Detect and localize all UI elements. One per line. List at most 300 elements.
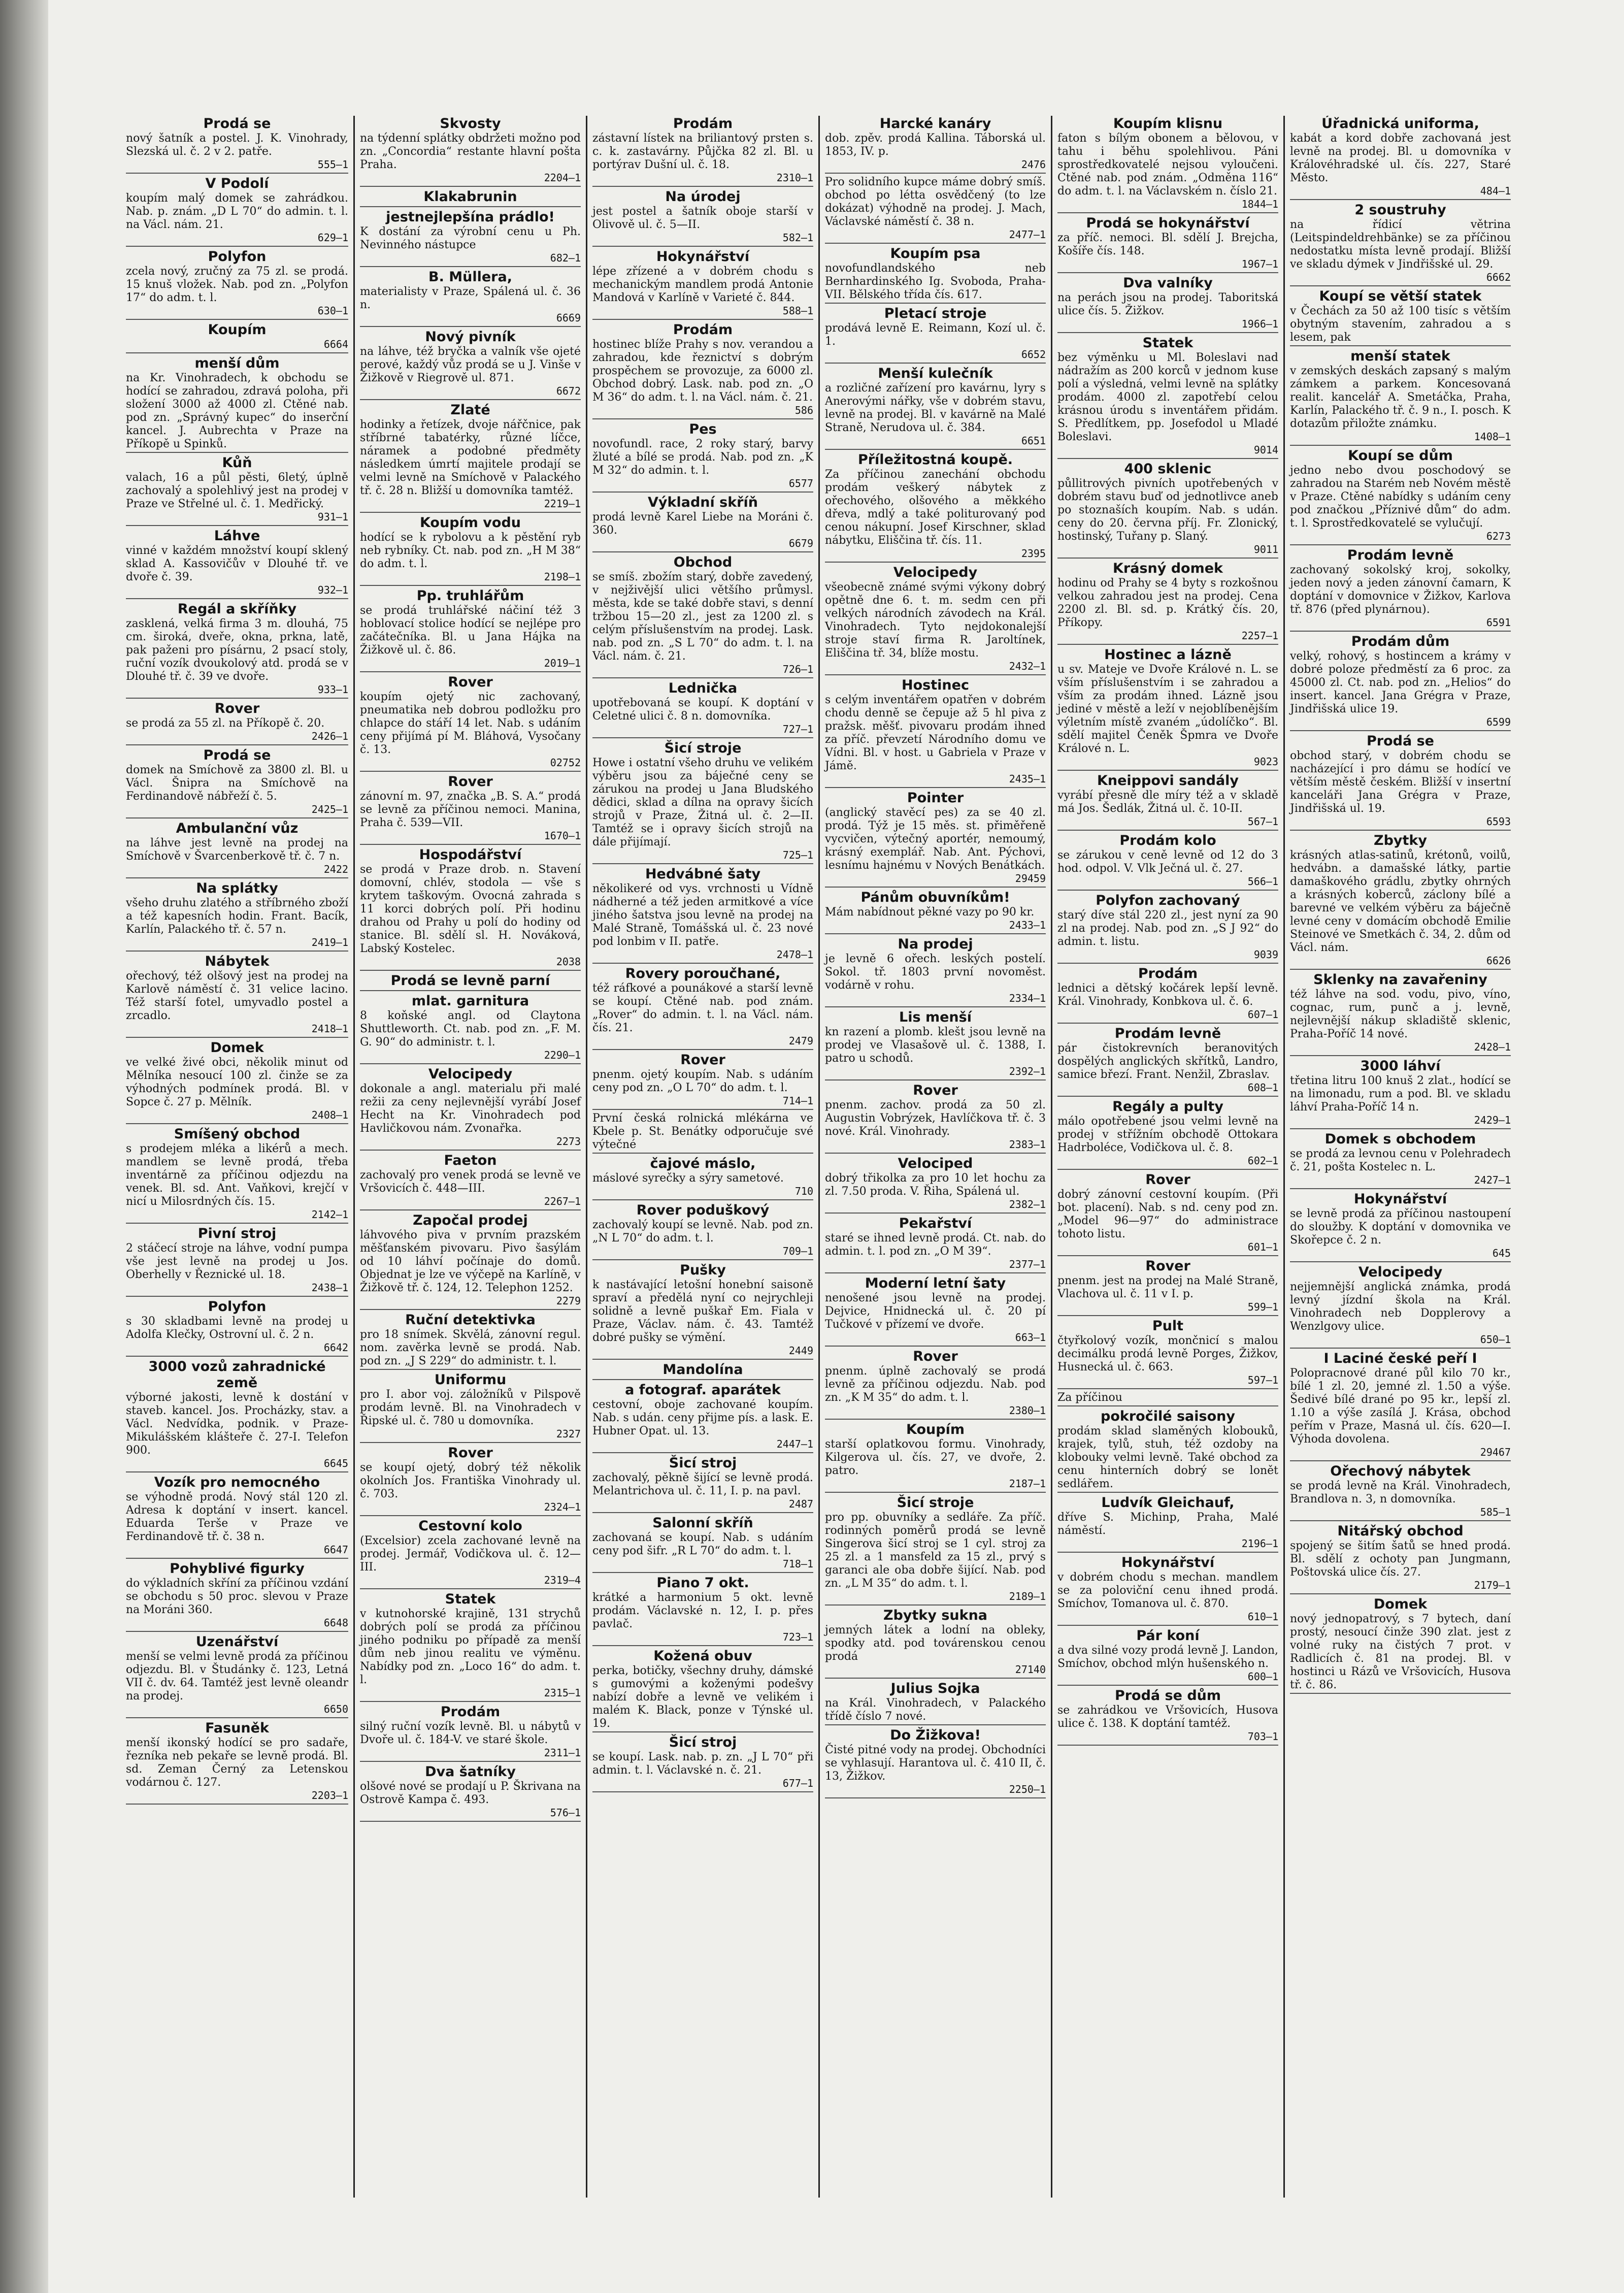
ad-text: k nastávající letošní honební saisoně spraví a předělá nyní co nejrychleji solidně a levně puškař Em. Fiala v Praze, Václav. nám. č. 43. Tamtéž dobré pušky se výmění.	[592, 1279, 813, 1344]
ad-headline: Polyfon zachovaný	[1096, 893, 1240, 908]
ad-headline: Rover poduškový	[636, 1202, 770, 1218]
ad-headline: Prodá se	[203, 747, 271, 763]
ad-headline: Obchod	[673, 554, 733, 570]
ad-reference-number: 2311—1	[544, 1747, 581, 1759]
ad-headline: Prodám	[673, 116, 733, 132]
ad-headline: Ruční detektivka	[405, 1312, 536, 1328]
ad-separator	[825, 243, 1046, 244]
ad-reference-number: 650—1	[1480, 1333, 1511, 1346]
classified-ad	[126, 1126, 348, 1224]
ad-text: pro I. abor voj. záložníků v Pilspově prodám levně. Bl. na Vinohradech v Řipské ul. č. 780 u domovníka.	[360, 1388, 581, 1427]
classified-ad	[360, 774, 581, 845]
ad-text: se prodá v Praze drob. n. Stavení domovní, chlév, stodola — vše s krytem taškovým. Ovocná zahrada s 11 korci dobrých polí. Při hodinu drahou od Prahy u polí do hodiny od stanice. Bl. sdělí sl. H. Nováková, Labský Kostelec.	[360, 863, 581, 955]
ad-text: hodinky a řetízek, dvoje nářčnice, pak stříbrné tabatérky, různé líčce, náramek a podobné předměty následkem úmrtí majitele prodají se velmi levně na Smíchově v Palackého tř. č. 28 n. Bližší u domovníka tamtéž.	[360, 418, 581, 497]
ad-separator	[126, 1123, 348, 1124]
ad-text: se prodá levně na Král. Vinohradech, Brandlova n. 3, n domovníka.	[1290, 1480, 1511, 1505]
ad-separator	[360, 970, 581, 971]
ad-separator	[360, 585, 581, 586]
ad-separator	[825, 787, 1046, 788]
ad-reference-number: 600—1	[1247, 1670, 1278, 1683]
ad-headline: Lis menší	[899, 1009, 972, 1025]
classified-ad	[360, 993, 581, 1064]
ad-separator	[825, 173, 1046, 174]
ad-separator	[126, 1804, 348, 1805]
ad-reference-number: 607—1	[1247, 1008, 1278, 1021]
ad-text: na týdenní splátky obdržeti možno pod zn. „Concordia“ restante hlavní pošta Praha.	[360, 132, 581, 171]
ad-text: novofundl. race, 2 roky starý, barvy žluté a bílé se prodá. Nab. pod zn. „K M 32“ do admin. t. l.	[592, 438, 813, 477]
ad-separator	[360, 1821, 581, 1822]
ad-separator	[126, 698, 348, 699]
classified-ad	[1057, 275, 1278, 333]
ad-reference-number: 2449	[788, 1345, 813, 1357]
ad-separator	[592, 1731, 813, 1732]
classified-ad	[1290, 1463, 1511, 1521]
ad-reference-number: 2382—1	[1009, 1198, 1046, 1210]
ad-separator	[126, 1558, 348, 1559]
classified-ad	[825, 677, 1046, 788]
ad-headline: Prodám levně	[1114, 1026, 1221, 1041]
classified-ad	[1057, 1495, 1278, 1553]
ad-headline: Julius Sojka	[890, 1681, 980, 1696]
ad-headline: Ořechový nábytek	[1330, 1463, 1471, 1479]
ad-reference-number: 2380—1	[1009, 1404, 1046, 1417]
classified-ad	[360, 209, 581, 267]
ad-reference-number: 714—1	[782, 1095, 813, 1107]
ad-reference-number: 725—1	[782, 849, 813, 861]
classified-ad	[825, 1495, 1046, 1606]
ad-separator	[360, 266, 581, 267]
ad-text: zachovalý koupí se levně. Nab. pod zn. „N L 70“ do adm. t. l.	[592, 1219, 813, 1244]
ad-reference-number: 2377—1	[1009, 1258, 1046, 1270]
ad-reference-number: 2198—1	[544, 571, 581, 583]
ad-text: zachovaný sokolský kroj, sokolky, jeden nový a jeden zánovní čamarn, K doptání v domovnice v Žižkov, Karlova tř. 876 (před plynárnou).	[1290, 564, 1511, 616]
ad-separator	[1057, 1096, 1278, 1097]
ad-headline: Hostinec a lázně	[1104, 647, 1232, 663]
ad-separator	[825, 1419, 1046, 1420]
ad-headline: Hostinec	[902, 677, 969, 693]
ad-separator	[1057, 558, 1278, 559]
ad-headline: mlat. garnitura	[411, 993, 529, 1009]
classified-ad	[360, 1153, 581, 1210]
ad-text: koupím ojetý nic zachovaný, pneumatika neb dobrou podložku pro chlapce do stáří 14 let. Nab. s udáním ceny přijímá pí M. Bláhová, Vysočany č. 13.	[360, 691, 581, 756]
classified-ad	[1290, 288, 1511, 346]
ad-separator	[825, 449, 1046, 450]
ad-reference-number: 2425—1	[311, 803, 348, 815]
ad-headline: Cestovní kolo	[418, 1518, 522, 1534]
ad-separator	[825, 1724, 1046, 1725]
ad-reference-number: 2478—1	[776, 948, 813, 961]
ad-text: prodá levně Karel Liebe na Moráni č. 360.	[592, 511, 813, 537]
classified-ad	[825, 1275, 1046, 1347]
ad-separator	[592, 1109, 813, 1110]
classified-ad	[825, 306, 1046, 364]
ad-text: v zemských deskách zapsaný s malým zámkem a parkem. Koncesovaná realit. kancelář A. Smetáčka, Praha, Karlín, Palackého tř. č. 9 n., I. posch. K dotazům přiložte známku.	[1290, 365, 1511, 430]
ad-text: silný ruční vozík levně. Bl. u nábytů v Dvoře ul. č. 184-V. ve staré škole.	[360, 1720, 581, 1746]
ad-text: dříve S. Michinp, Praha, Malé náměstí.	[1057, 1511, 1278, 1537]
ad-text: Mám nabídnout pěkné vazy po 90 kr.	[825, 906, 1035, 919]
ad-reference-number: 597—1	[1247, 1374, 1278, 1386]
ad-separator	[1290, 969, 1511, 970]
ad-text: pro 18 snímek. Skvělá, zánovní regul. nom. zavěrka levně se prodá. Nab. pod zn. „J S 229“ do administr. t. l.	[360, 1328, 581, 1367]
ad-reference-number: 6651	[1021, 435, 1046, 447]
classified-ad	[1057, 773, 1278, 831]
ad-headline: Prodám	[440, 1704, 501, 1720]
classified-ad	[592, 554, 813, 678]
classified-ad	[1290, 733, 1511, 831]
classified-ad	[592, 966, 813, 1050]
ad-separator	[825, 562, 1046, 563]
classified-ad	[360, 1704, 581, 1762]
classified-ad	[126, 1475, 348, 1559]
ad-headline: čajové máslo,	[650, 1156, 756, 1171]
ad-separator	[592, 1645, 813, 1646]
classified-ad	[126, 1226, 348, 1297]
classified-ad	[360, 1312, 581, 1370]
ad-separator	[1057, 830, 1278, 831]
ad-separator	[1290, 1055, 1511, 1056]
ad-headline: Pp. truhlářům	[416, 588, 524, 604]
ad-reference-number: 2250—1	[1009, 1783, 1046, 1795]
ad-reference-number: 2203—1	[311, 1789, 348, 1801]
ad-separator	[126, 1296, 348, 1297]
ad-headline: Rover	[448, 1445, 493, 1461]
classified-ads-columns	[121, 116, 1517, 2198]
ad-headline: jestnejlepšína prádlo!	[386, 209, 555, 225]
ad-headline: Fasuněk	[205, 1720, 269, 1736]
ad-reference-number: 726—1	[782, 663, 813, 675]
ad-headline: Sklenky na zavařeniny	[1313, 972, 1487, 988]
ad-separator	[360, 399, 581, 400]
ad-reference-number: 6672	[556, 385, 581, 397]
classified-ad	[126, 821, 348, 878]
ad-separator	[360, 1701, 581, 1702]
classified-ad	[1057, 1099, 1278, 1170]
ad-separator	[126, 1717, 348, 1718]
ad-headline: Prodám dům	[1351, 634, 1450, 649]
ad-text: pro pp. obuvníky a sedláře. Za příč. rodinných poměrů prodá se levně Singerova šicí stroj se 1 cyl. stroj za 25 zl. a 1 mansfeld za 15 zl., prvý s garanci ale oba dobře šijící. Nab. pod zn. „L M 35“ do adm. t. l.	[825, 1511, 1046, 1590]
ad-text: staré se ihned levně prodá. Ct. nab. do admin. t. l. pod zn. „O M 39“.	[825, 1232, 1046, 1258]
ad-separator	[825, 1678, 1046, 1679]
ad-reference-number: 2419—1	[311, 936, 348, 948]
ad-separator	[1290, 1593, 1511, 1594]
ad-text: starý díve stál 220 zl., jest nyní za 90 zl na prodej. Nab. pod zn. „S J 92“ do admin. t. listu.	[1057, 909, 1278, 948]
ad-text: První česká rolnická mlékárna ve Kbele p. St. Benátky odporučuje své výtečné	[592, 1112, 813, 1151]
ad-text: upotřebovaná se koupí. K doptání v Celetné ulici č. 8 n. domovníka.	[592, 697, 813, 723]
classified-ad	[1057, 833, 1278, 891]
ad-headline: Hokynářství	[1121, 1555, 1215, 1570]
classified-ad	[126, 455, 348, 526]
classified-ad	[592, 1575, 813, 1646]
ad-separator	[592, 1153, 813, 1154]
ad-headline: Pohyblivé figurky	[170, 1561, 305, 1577]
ad-text: se prodá truhlářské náčiní též 3 hoblovací stolice hodící se nejlépe pro začátečníka. Bl. u Jana Hájka na Žižkově ul. č. 86.	[360, 604, 581, 657]
ad-text: Polopracnové drané půl kilo 70 kr., bílé 1 zl. 20, jemné zl. 1.50 a výše. Šedivé bílé drané po 95 kr., lepší zl. 1.10 a výše zasílá J. Krása, obchod peřím v Praze, Masná ul. čís. 620—I. Výhoda dovolena.	[1290, 1367, 1511, 1446]
ad-separator	[126, 452, 348, 453]
ad-separator	[825, 933, 1046, 934]
ad-reference-number: 6273	[1486, 530, 1511, 542]
ad-reference-number: 1408—1	[1474, 431, 1511, 443]
classified-ad	[825, 1681, 1046, 1725]
classified-ad	[126, 701, 348, 745]
ad-headline: Salonní skříň	[652, 1515, 753, 1531]
ad-headline: pokročilé saisony	[1101, 1408, 1235, 1424]
ad-headline: Faeton	[444, 1153, 497, 1168]
ad-reference-number: 9011	[1253, 543, 1278, 555]
classified-ad	[360, 1066, 581, 1151]
classified-ad	[1057, 893, 1278, 964]
scan-edge-shadow	[0, 0, 48, 2293]
ad-text: se koupí. Lask. nab. p. zn. „J L 70“ při admin. t. l. Václavské n. č. 21.	[592, 1751, 813, 1777]
ad-separator	[126, 951, 348, 952]
ad-reference-number: 484—1	[1480, 185, 1511, 197]
ad-headline: Na prodej	[898, 936, 973, 952]
ad-separator	[1057, 332, 1278, 333]
classified-ad	[825, 936, 1046, 1007]
classified-ad	[360, 1518, 581, 1589]
ad-headline: Rover	[913, 1083, 958, 1098]
ad-separator	[360, 1442, 581, 1443]
ad-separator	[126, 352, 348, 353]
ad-separator	[1290, 1460, 1511, 1461]
ad-headline: Velocipedy	[893, 565, 978, 580]
ad-reference-number: 2427—1	[1474, 1174, 1511, 1186]
ad-headline: Mandolína	[662, 1362, 743, 1378]
ad-separator	[592, 1572, 813, 1573]
ad-reference-number: 6593	[1486, 815, 1511, 828]
ad-text: (anglický stavěcí pes) za se 40 zl. prodá. Týž je 15 měs. st. přiměřeně vycvičen, výtečný aportér, nemoumý, krásný exemplář. Nab. Ant. Pýchovi, lesnímu hajnému v Nových Benátkách.	[825, 806, 1046, 872]
ad-separator	[1057, 1023, 1278, 1024]
classified-ad	[592, 1262, 813, 1360]
ad-reference-number: 1966—1	[1241, 318, 1278, 330]
ad-reference-number: 9014	[1253, 444, 1278, 456]
classified-ad	[360, 973, 581, 991]
ad-separator	[360, 512, 581, 513]
classified-ad	[360, 1764, 581, 1822]
ad-headline: Prodá se hokynářství	[1086, 215, 1250, 231]
ad-separator	[126, 817, 348, 818]
ad-text: lépe zřízené a v dobrém chodu s mechanickým mandlem prodá Antonie Mandová v Karlíně v Varieté č. 844.	[592, 265, 813, 304]
ad-headline: Velocipedy	[1358, 1264, 1443, 1280]
ad-text: do výkladních skříní za příčinou vzdání se obchodu s 50 proc. slevou v Praze na Moráni 360.	[126, 1577, 348, 1616]
ad-text: Howe i ostatní všeho druhu ve velikém výběru jsou za báječné ceny se zárukou na prodej u Jana Bludského dědici, sklad a dílna na opravy šicích strojů v Praze, Žitná ul. č. 2—II. Tamtéž se i opravy šicích strojů na dále přijímají.	[592, 757, 813, 848]
classified-ad	[360, 515, 581, 586]
ad-text: dokonale a angl. materialu při malé režii za ceny nejlevnější vyrábí Josef Hecht na Kr. Vinohradech pod Havličkovou nám. Zvonařka.	[360, 1083, 581, 1135]
classified-ad	[360, 1591, 581, 1702]
ad-reference-number: 2315—1	[544, 1687, 581, 1699]
ad-reference-number: 727—1	[782, 723, 813, 735]
ad-text: v Čechách za 50 až 100 tisíc s větším obytným stavením, zahradou a s lesem, pak	[1290, 305, 1511, 344]
ad-reference-number: 6626	[1486, 955, 1511, 967]
classified-ad	[126, 1040, 348, 1124]
ad-text: se smíš. zbožím starý, dobře zavedený, v nejživější ulici většího průmysl. města, kde se také dobře stavi, s denní tržbou 15—20 zl., jest za 1200 zl. s celým příslušenstvím na prodej. Lask. nab. pod zn. „S L 70“ do adm. t. l. na Václ. nám. č. 21.	[592, 571, 813, 663]
ad-separator	[126, 246, 348, 247]
ad-reference-number: 2324—1	[544, 1501, 581, 1513]
ad-separator	[126, 173, 348, 174]
ad-reference-number: 567—1	[1247, 815, 1278, 828]
ad-text: faton s bílým obonem a bělovou, v tahu i běhu spolehlivou. Páni sprostředkovatelé nejsou vyloučeni. Ctěné nab. pod znám. „Odměna 116“ do adm. t. l. na Václavském n. číslo 21.	[1057, 132, 1278, 198]
classified-ad	[126, 322, 348, 353]
ad-headline: Kožená obuv	[653, 1648, 752, 1664]
ad-headline: Pletací stroje	[884, 306, 987, 321]
ad-separator	[592, 186, 813, 187]
classified-ad	[825, 1216, 1046, 1273]
ad-reference-number: 27140	[1015, 1663, 1046, 1676]
ad-headline: Hospodářství	[419, 847, 522, 863]
ad-headline: Smíšený obchod	[174, 1126, 301, 1142]
ad-separator	[1290, 1520, 1511, 1521]
ad-reference-number: 2327	[556, 1428, 581, 1440]
ad-headline: Zbytky sukna	[883, 1608, 988, 1623]
ad-headline: Menší kulečník	[878, 366, 993, 381]
ad-text: cestovní, oboje zachované koupím. Nab. s udán. ceny přijme pís. a lask. E. Hubner Opat. ul. 13.	[592, 1398, 813, 1437]
ad-text: v dobrém chodu s mechan. mandlem se za poloviční cenu ihned prodá. Smíchov, Tomanova ul. č. 870.	[1057, 1571, 1278, 1610]
ad-text: prodám sklad slaměných klobouků, krajek, tylů, stuh, též ozdoby na klobouky velmi levně. Také obchod za cenu hinterních dobrý se lonět sedlářem.	[1057, 1425, 1278, 1490]
ad-separator	[360, 1063, 581, 1064]
classified-ad	[1057, 116, 1278, 213]
ad-reference-number: 586	[794, 404, 813, 416]
ad-text: perka, botičky, všechny druhy, dámské s gumovými a koženými podešvy nabízí dobře a levně ve velikém i malém K. Black, ponze v Týnské ul. 19.	[592, 1664, 813, 1730]
classified-ad	[825, 565, 1046, 675]
ad-column	[1051, 116, 1283, 2198]
ad-separator	[126, 877, 348, 878]
ad-separator	[1290, 1348, 1511, 1349]
ad-text: zcela nový, zručný za 75 zl. se prodá. 15 knuš vložek. Nab. pod zn. „Polyfon 17“ do adm. t. l.	[126, 265, 348, 304]
classified-ad	[126, 954, 348, 1038]
ad-reference-number: 6642	[323, 1341, 348, 1354]
ad-headline: Úřadnická uniforma,	[1321, 116, 1479, 132]
ad-headline: Hokynářství	[656, 249, 750, 265]
ad-headline: Pointer	[907, 790, 964, 806]
ad-text: olšové nové se prodají u P. Škrivana na Ostrově Kampa č. 493.	[360, 1780, 581, 1806]
ad-separator	[1290, 1128, 1511, 1129]
ad-text: též láhve na sod. vodu, pivo, víno, cognac, rum, punč a j. levně, nejlevnější nákup skladiště sklenic, Praha-Poříč 14 nové.	[1290, 988, 1511, 1040]
ad-headline: Domek	[210, 1040, 264, 1056]
ad-headline: Rover	[448, 674, 493, 690]
ad-text: ve velké živé obci, několik minut od Mělníka nesoucí 100 zl. činže se za výhodných podmínek prodá. Bl. v Sopce č. 27 p. Mělník.	[126, 1056, 348, 1108]
ad-text: pnenm. jest na prodej na Malé Straně, Vlachova ul. č. 11 v I. p.	[1057, 1274, 1278, 1300]
ad-text: novofundlandského neb Bernhardinského Ig. Svoboda, Praha-VII. Bělského třída čís. 617.	[825, 262, 1046, 301]
ad-separator	[360, 1588, 581, 1589]
ad-text: 8 koňské angl. od Claytona Shuttleworth. Ct. nab. pod zn. „F. M. G. 90“ do administr. t. l.	[360, 1009, 581, 1049]
ad-text: na láhve, též bryčka a valník vše ojeté perové, každý vůz prodá se u J. Vinše v Žižkově v Riegrově ul. 871.	[360, 345, 581, 384]
ad-reference-number: 2319—4	[544, 1574, 581, 1586]
classified-ad	[126, 1561, 348, 1632]
ad-reference-number: 6648	[323, 1617, 348, 1629]
classified-ad	[1057, 1318, 1278, 1389]
ad-reference-number: 2479	[788, 1035, 813, 1047]
ad-headline: Uniformu	[434, 1372, 507, 1388]
ad-separator	[825, 303, 1046, 304]
ad-reference-number: 2204—1	[544, 172, 581, 184]
ad-headline: Koupí se větší statek	[1319, 288, 1482, 304]
classified-ad	[825, 366, 1046, 450]
ad-text: je levně 6 ořech. leských postelí. Sokol. tř. 1803 první novoměst. vodárně v rohu.	[825, 953, 1046, 992]
ad-headline: Pánům obuvníkům!	[860, 890, 1010, 905]
ad-headline: Koupím psa	[890, 246, 981, 261]
ad-text: se levně prodá za příčinou nastoupení do sloužby. K doptání v domovnika ve Skořepce č. 2 n.	[1290, 1207, 1511, 1247]
ad-headline: Nitářský obchod	[1337, 1523, 1464, 1539]
ad-reference-number: 6664	[323, 338, 348, 350]
ad-separator	[592, 492, 813, 493]
ad-reference-number: 6679	[788, 537, 813, 549]
ad-headline: Hedvábné šaty	[645, 866, 761, 882]
ad-text: u sv. Mateje ve Dvoře Králové n. L. se vším příslušenstvím i se zahradou a vším za prodám ihned. Lázně jsou jediné v městě a leží v nejoblíbenějším výletním místě zvaném „údolíčko“. Bl. sdělí majitel Čeněk Špmra ve Dvoře Králové n. L.	[1057, 663, 1278, 755]
ad-headline: Velociped	[898, 1156, 973, 1171]
ad-text: dob. zpěv. prodá Kallina. Táborská ul. 1853, IV. p.	[825, 132, 1046, 158]
ad-text: pár čistokrevních beranovitých dospělých anglických skřítků, Landro, samice březí. Frant. Nenžil, Zbraslav.	[1057, 1042, 1278, 1081]
classified-ad	[360, 1372, 581, 1443]
ad-separator	[592, 1199, 813, 1200]
ad-separator	[825, 887, 1046, 888]
classified-ad	[126, 601, 348, 699]
classified-ad	[825, 1009, 1046, 1080]
classified-ad	[1290, 1131, 1511, 1189]
ad-headline: menší dům	[194, 355, 280, 371]
ad-text: s 30 skladbami levně na prodej u Adolfa Klečky, Ostrovní ul. č. 2 n.	[126, 1315, 348, 1341]
ad-headline: 2 soustruhy	[1354, 202, 1446, 218]
ad-reference-number: 932—1	[317, 584, 348, 596]
ad-headline: Prodá se levně parní	[390, 973, 550, 989]
ad-reference-number: 29459	[1015, 872, 1046, 885]
classified-ad	[592, 740, 813, 864]
classified-ad	[592, 1156, 813, 1200]
ad-text: krásných atlas-satinů, krétonů, voilů, hedvábn. a damašské látky, partie damaškového grádlu, zbytky ohrných a krásných koberců, záclony bílé a barevné ve velkém výběru za báječně levné ceny v domácím obchodě Emilie Steinové ve Smetkách č. 34, 2. dům od Václ. nám.	[1290, 849, 1511, 954]
ad-text: všeobecně známé svými výkony dobrý opětně dne 6. t. m. sedm cen při velkých národních závodech na Král. Vinohradech. Tyto nejdokonalejší stroje staví firma R. Jaroltínek, Eliščina tř. 34, blíže mostu.	[825, 581, 1046, 660]
ad-separator	[825, 1346, 1046, 1347]
ad-headline: Hokynářství	[1353, 1191, 1447, 1207]
ad-reference-number: 2429—1	[1474, 1114, 1511, 1126]
ad-reference-number: 933—1	[317, 683, 348, 696]
ad-separator	[126, 744, 348, 745]
ad-text: krátké a harmonium 5 okt. levně prodám. Václavské n. 12, I. p. přes pavlač.	[592, 1591, 813, 1630]
classified-ad	[1057, 1391, 1278, 1406]
ad-headline: Nábytek	[205, 954, 270, 969]
ad-headline: Rovery poroučhané,	[625, 966, 781, 981]
ad-reference-number: 2196—1	[1241, 1537, 1278, 1550]
ad-headline: Zlaté	[450, 402, 490, 418]
ad-headline: a fotograf. aparátek	[625, 1382, 781, 1398]
ad-separator	[825, 1213, 1046, 1214]
ad-text: jest postel a šatník oboje starší v Olivově ul. č. 5—II.	[592, 205, 813, 231]
classified-ad	[592, 1112, 813, 1154]
classified-ad	[126, 880, 348, 952]
ad-text: (Excelsior) zcela zachované levně na prodej. Jermář, Vodičkova ul. č. 12—III.	[360, 1534, 581, 1574]
ad-text: na Kr. Vinohradech, k obchodu se hodící se zahradou, zdravá poloha, při složení 3000 až 4000 zl. Ctěné nab. pod zn. „Správný kupec“ do inserční kancel. J. Aubrechta v Praze na Příkopě u Spinků.	[126, 372, 348, 450]
ad-reference-number: 2273	[556, 1135, 581, 1148]
ad-separator	[360, 326, 581, 327]
ad-headline: Rover	[1145, 1172, 1190, 1188]
ad-reference-number: 2433—1	[1009, 919, 1046, 931]
classified-ad	[825, 1156, 1046, 1214]
ad-text: jemných látek a lodní na obleky, spodky atd. pod továrenskou cenou prodá	[825, 1624, 1046, 1663]
classified-ad	[1290, 348, 1511, 446]
ad-reference-number: 663—1	[1015, 1331, 1046, 1344]
ad-reference-number: 2477—1	[1009, 228, 1046, 241]
classified-ad	[592, 1362, 813, 1380]
classified-ad	[592, 249, 813, 320]
ad-text: za příč. nemoci. Bl. sdělí J. Brejcha, Košíře čís. 148.	[1057, 232, 1278, 257]
ad-column	[353, 116, 586, 2198]
classified-ad	[825, 176, 1046, 244]
ad-headline: Výkladní skříň	[648, 495, 758, 510]
ad-text: všeho druhu zlatého a stříbrného zboží a též kapesních hodin. Frant. Bacík, Karlín, Palackého tř. č. 57 n.	[126, 897, 348, 936]
ad-text: pnenm. ojetý koupím. Nab. s udáním ceny pod zn. „O L 70“ do adm. t. l.	[592, 1068, 813, 1094]
ad-separator	[1057, 1492, 1278, 1493]
ad-separator	[1057, 1625, 1278, 1626]
classified-ad	[360, 1213, 581, 1310]
ad-separator	[360, 186, 581, 187]
classified-ad	[126, 176, 348, 247]
